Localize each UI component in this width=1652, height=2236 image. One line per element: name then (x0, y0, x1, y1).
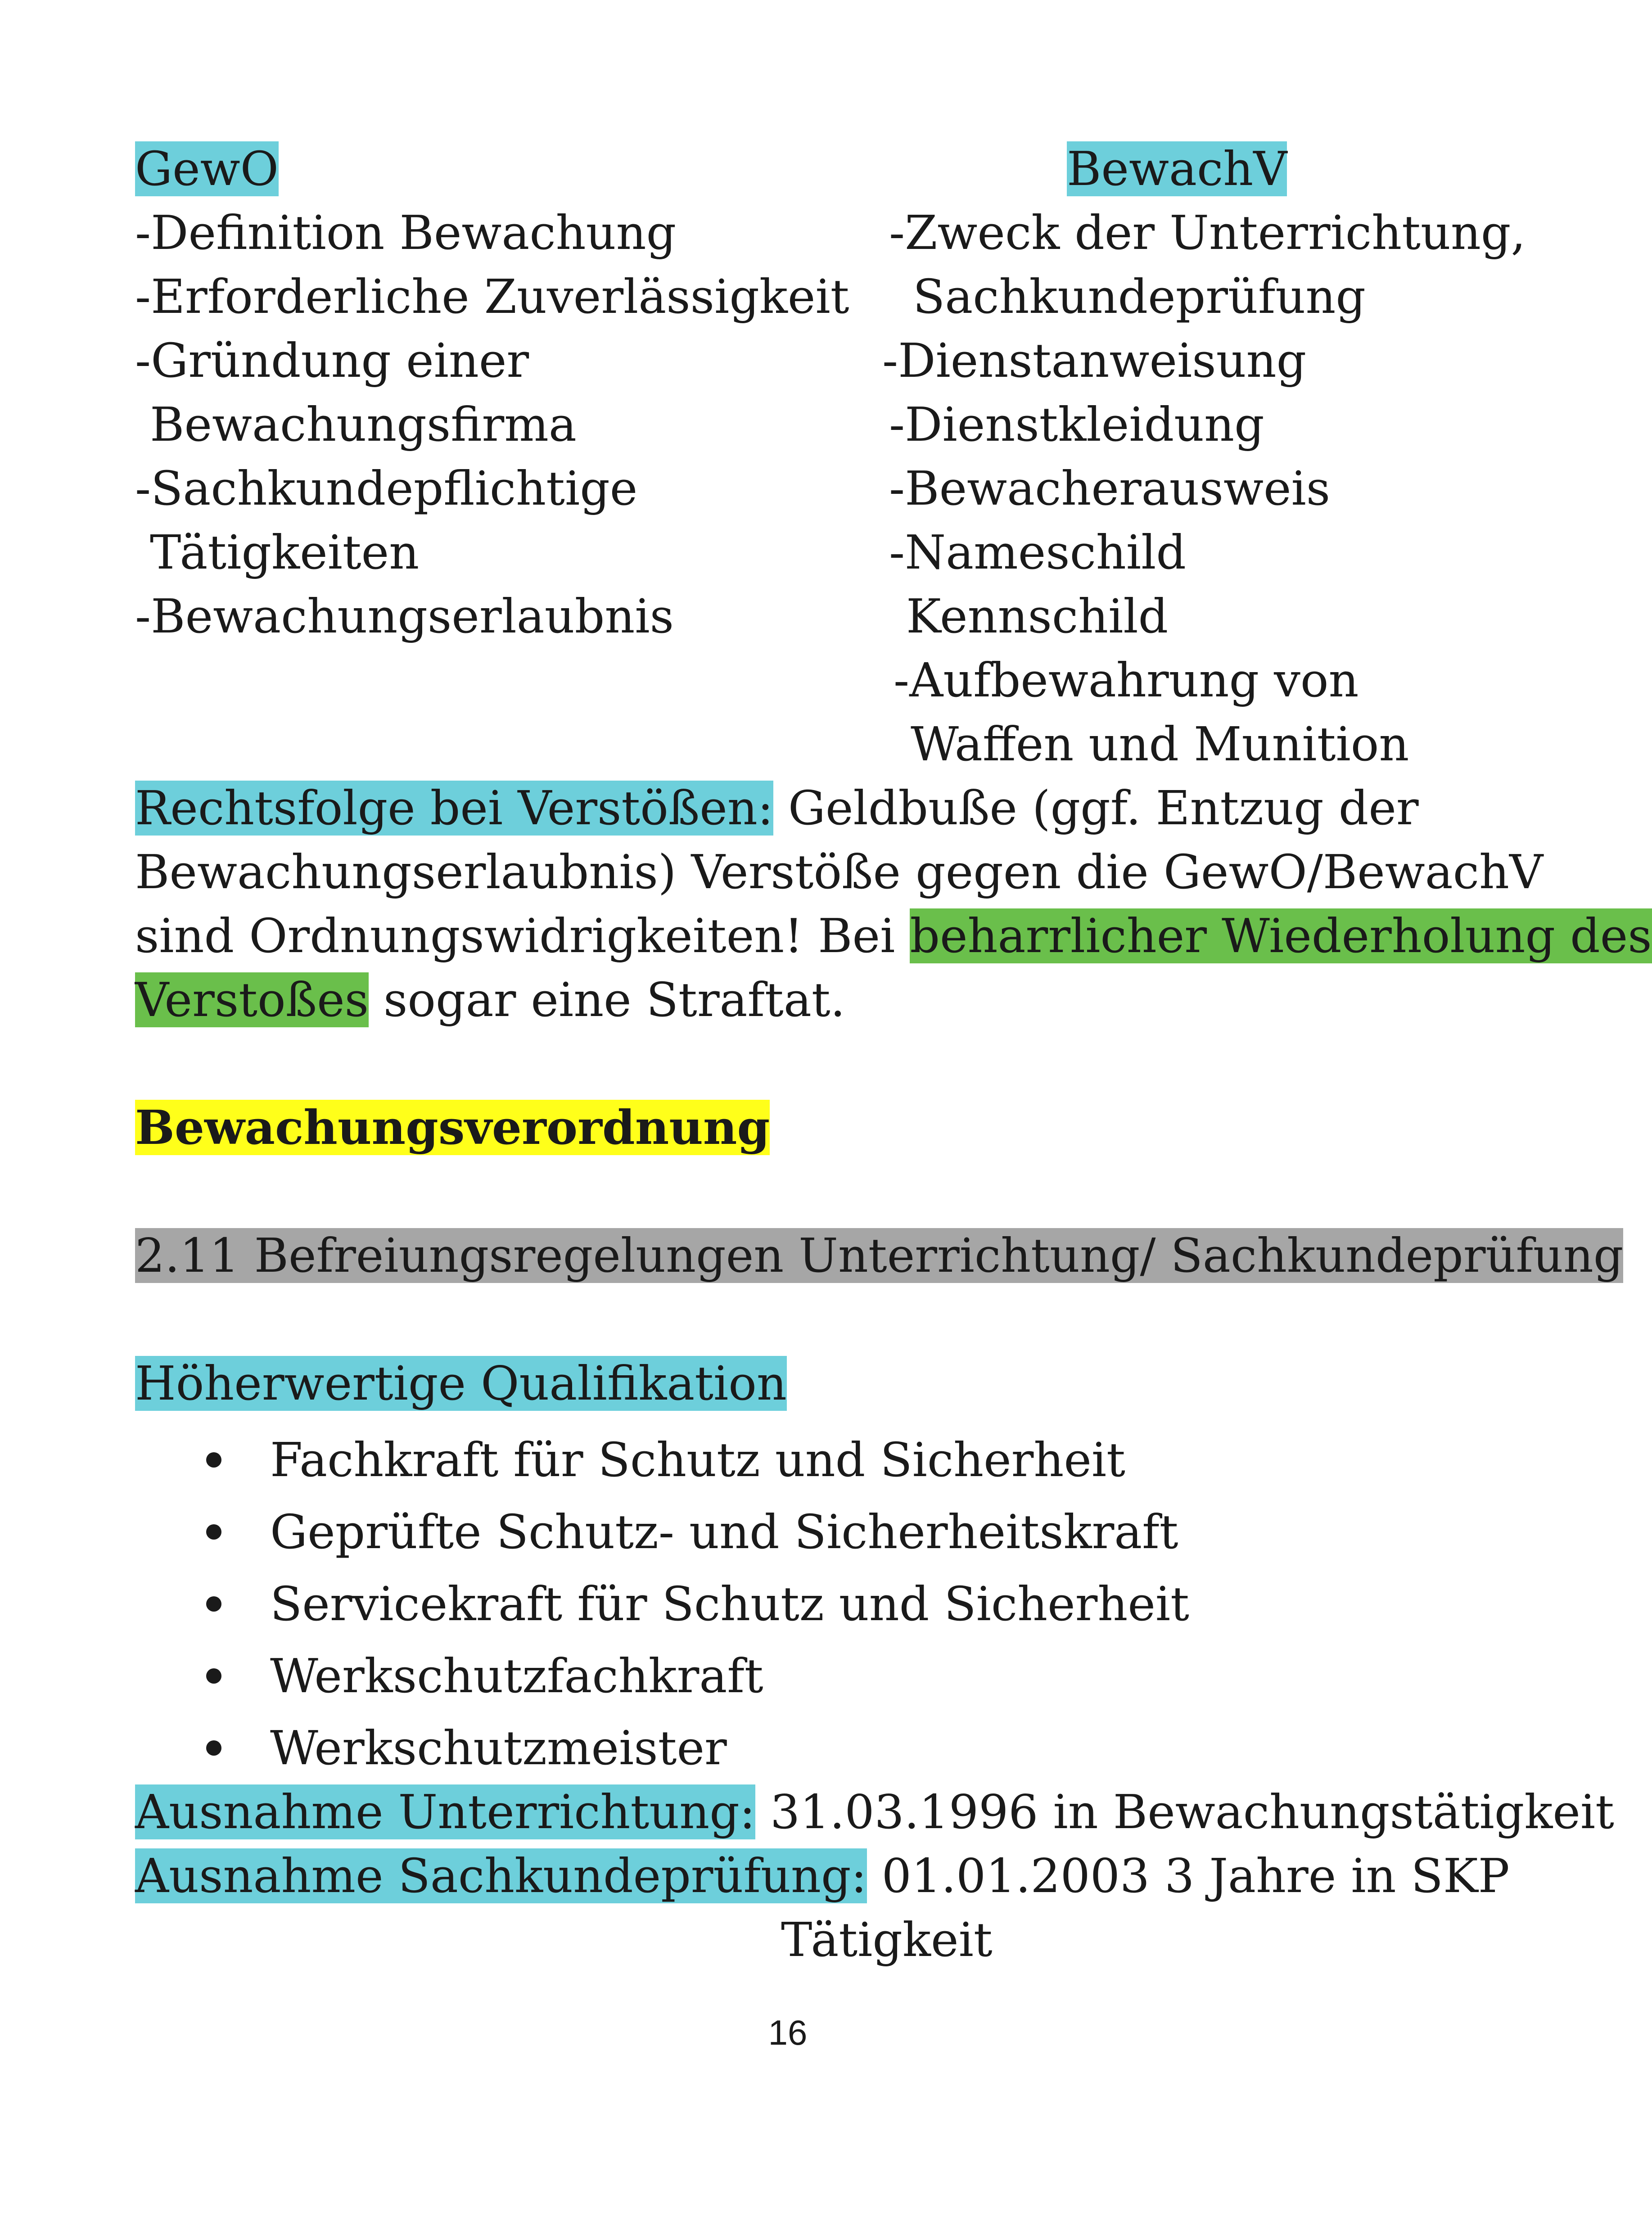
bewachv-line: Sachkundeprüfung (898, 269, 1366, 324)
bewachv-heading: BewachV (1067, 141, 1287, 196)
section-title: Bewachungsverordnung (135, 1100, 770, 1155)
page-number: 16 (768, 2013, 808, 2052)
rechtsfolge-line-2: Bewachungserlaubnis) Verstöße gegen die GewO/BewachV (135, 845, 1544, 899)
gewo-line: -Gründung einer (135, 333, 529, 388)
bullet-icon (206, 1452, 221, 1468)
bullet-icon (206, 1524, 221, 1540)
rechtsfolge-label: Rechtsfolge bei Verstößen: (135, 781, 773, 836)
rechtsfolge-highlight: beharrlicher Wiederholung des (910, 908, 1652, 963)
bewachv-line: Waffen und Munition (896, 717, 1409, 772)
bewachv-line: Kennschild (891, 589, 1169, 644)
ausnahme-sachkunde: Ausnahme Sachkundeprüfung: 01.01.2003 3 Jahre in SKP (135, 1848, 1510, 1903)
bewachv-line: -Dienstkleidung (889, 397, 1264, 452)
ausnahme-sachkunde-label: Ausnahme Sachkundeprüfung: (135, 1848, 867, 1903)
gewo-heading: GewO (135, 141, 279, 196)
bewachv-line: -Bewacherausweis (889, 461, 1331, 516)
ausnahme-sachkunde-cont: Tätigkeit (781, 1912, 993, 1967)
list-item: Werkschutzmeister (270, 1721, 727, 1775)
rechtsfolge-highlight: Verstoßes (135, 972, 369, 1027)
gewo-line: -Bewachungserlaubnis (135, 589, 674, 644)
gewo-line: -Erforderliche Zuverlässigkeit (135, 269, 849, 324)
rechtsfolge-line-1: Rechtsfolge bei Verstößen: Geldbuße (ggf. Entzug der (135, 781, 1419, 836)
rechtsfolge-line-3: sind Ordnungswidrigkeiten! Bei beharrlicher Wiederholung des (135, 908, 1652, 963)
list-item: Werkschutzfachkraft (270, 1649, 763, 1703)
bullet-icon (206, 1740, 221, 1756)
rechtsfolge-line-4: Verstoßes sogar eine Straftat. (135, 972, 845, 1027)
gewo-line: -Sachkundepflichtige (135, 461, 638, 516)
bewachv-line: -Aufbewahrung von (894, 653, 1359, 708)
bullet-icon (206, 1668, 221, 1684)
gewo-line: Tätigkeiten (135, 525, 420, 580)
bewachv-line: -Zweck der Unterrichtung, (889, 205, 1526, 260)
gewo-line: -Definition Bewachung (135, 205, 677, 260)
subsection-title: 2.11 Befreiungsregelungen Unterrichtung/ Sachkundeprüfung (135, 1228, 1624, 1283)
list-item: Geprüfte Schutz- und Sicherheitskraft (270, 1504, 1178, 1559)
bewachv-line: -Dienstanweisung (882, 333, 1307, 388)
ausnahme-unterrichtung: Ausnahme Unterrichtung: 31.03.1996 in Bewachungstätigkeit (135, 1784, 1614, 1839)
qualifikation-heading: Höherwertige Qualifikation (135, 1356, 787, 1411)
bewachv-line: -Nameschild (889, 525, 1187, 580)
ausnahme-unterrichtung-label: Ausnahme Unterrichtung: (135, 1784, 755, 1839)
bullet-icon (206, 1596, 221, 1612)
list-item: Servicekraft für Schutz und Sicherheit (270, 1576, 1189, 1631)
list-item: Fachkraft für Schutz und Sicherheit (270, 1432, 1125, 1487)
gewo-line: Bewachungsfirma (135, 397, 577, 452)
